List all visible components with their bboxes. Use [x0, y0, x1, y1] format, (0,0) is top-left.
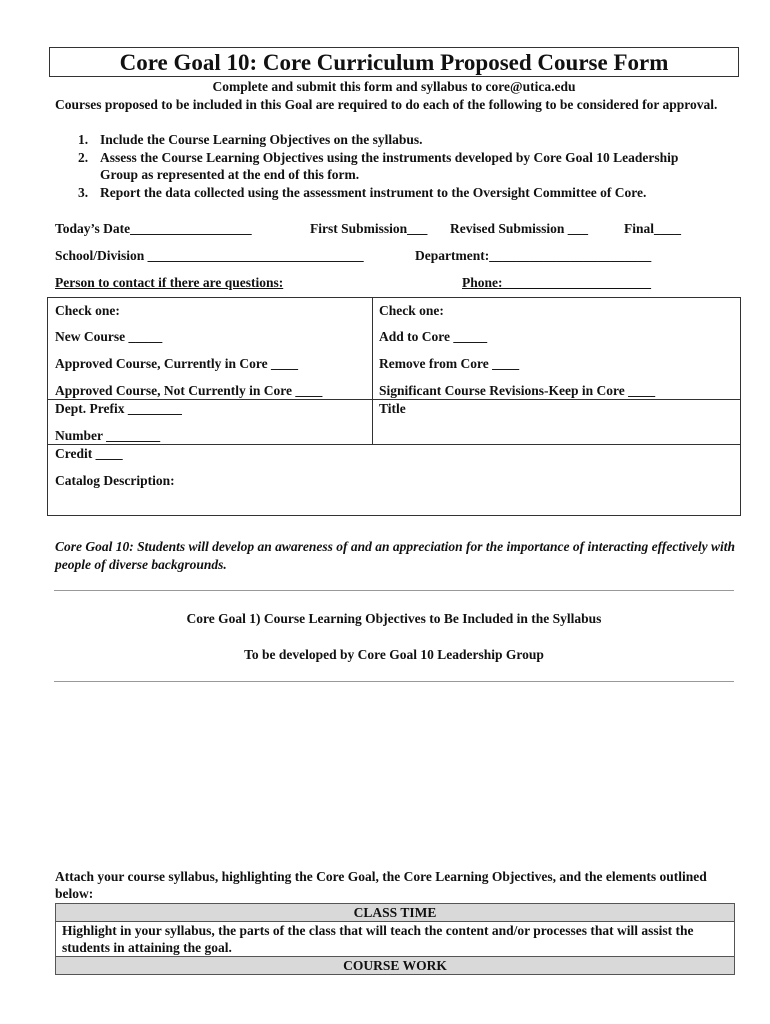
class-time-header: CLASS TIME: [56, 904, 735, 922]
step-text: Report the data collected using the assessment instrument to the Oversight Committee of Core.: [100, 184, 647, 200]
right-check-label: Check one:: [379, 303, 444, 318]
school-division-field[interactable]: School/Division ________________________________: [55, 248, 364, 263]
contact-person-label: Person to contact if there are questions:: [55, 275, 284, 290]
add-to-core-option[interactable]: Add to Core _____: [379, 329, 488, 344]
left-check-label: Check one:: [55, 303, 120, 318]
list-item: [78, 131, 718, 149]
divider: [54, 681, 734, 682]
requirements-list: [78, 131, 718, 201]
title-field[interactable]: Title: [379, 401, 406, 416]
grid-divider: [48, 444, 740, 445]
objectives-heading: Core Goal 1) Course Learning Objectives to Be Included in the Syllabus: [186, 611, 602, 626]
new-course-option[interactable]: New Course _____: [55, 329, 163, 344]
approved-not-in-core-option[interactable]: Approved Course, Not Currently in Core ____: [55, 383, 323, 398]
department-field[interactable]: Department:________________________: [415, 248, 652, 263]
attach-instructions: Attach your course syllabus, highlighting the Core Goal, the Core Learning Objectives, and the elements outlined below:: [55, 869, 707, 901]
class-time-text: Highlight in your syllabus, the parts of the class that will teach the content and/or processes that will assist the students in attaining the goal.: [56, 922, 735, 957]
credit-field[interactable]: Credit ____: [55, 446, 123, 461]
first-submission-field[interactable]: First Submission___: [310, 221, 428, 236]
list-item: [78, 184, 718, 202]
number-field[interactable]: Number ________: [55, 428, 161, 443]
step-number: 1.: [78, 132, 89, 147]
step-number: 3.: [78, 184, 89, 200]
phone-label: Phone:: [462, 275, 503, 290]
final-field[interactable]: Final____: [624, 221, 682, 236]
significant-revisions-option[interactable]: Significant Course Revisions-Keep in Core ____: [379, 383, 656, 398]
objectives-note: To be developed by Core Goal 10 Leadership Group: [244, 647, 544, 662]
goal-statement: Core Goal 10: Students will develop an awareness of and an appreciation for the importance of interacting effectively with people of diverse backgrounds.: [55, 539, 735, 572]
remove-from-core-option[interactable]: Remove from Core ____: [379, 356, 520, 371]
intro-text: Courses proposed to be included in this Goal are required to do each of the following to be considered for approval.: [55, 97, 718, 112]
subtitle: Complete and submit this form and syllabus to core@utica.edu: [212, 79, 576, 94]
course-work-header: COURSE WORK: [56, 957, 735, 975]
catalog-description-field[interactable]: Catalog Description:: [55, 473, 175, 488]
grid-divider: [372, 298, 373, 445]
step-number: 2.: [78, 149, 89, 165]
page-title: Core Goal 10: Core Curriculum Proposed Course Form: [49, 47, 739, 77]
phone-field[interactable]: [462, 275, 651, 291]
step-text: Assess the Course Learning Objectives using the instruments developed by Core Goal 10 Leadership Group as represented at the end of this form.: [100, 149, 679, 182]
divider: [54, 590, 734, 591]
phone-blank: ______________________: [502, 275, 651, 290]
step-text: Include the Course Learning Objectives on the syllabus.: [100, 132, 423, 147]
list-item: [78, 149, 718, 184]
grid-divider: [48, 399, 740, 400]
syllabus-elements-table: [55, 903, 735, 975]
todays-date-field[interactable]: Today’s Date__________________: [55, 221, 252, 236]
course-info-grid: [47, 297, 741, 516]
contact-person-field[interactable]: [55, 275, 283, 291]
approved-in-core-option[interactable]: Approved Course, Currently in Core ____: [55, 356, 298, 371]
revised-submission-field[interactable]: Revised Submission ___: [450, 221, 589, 236]
dept-prefix-field[interactable]: Dept. Prefix ________: [55, 401, 182, 416]
